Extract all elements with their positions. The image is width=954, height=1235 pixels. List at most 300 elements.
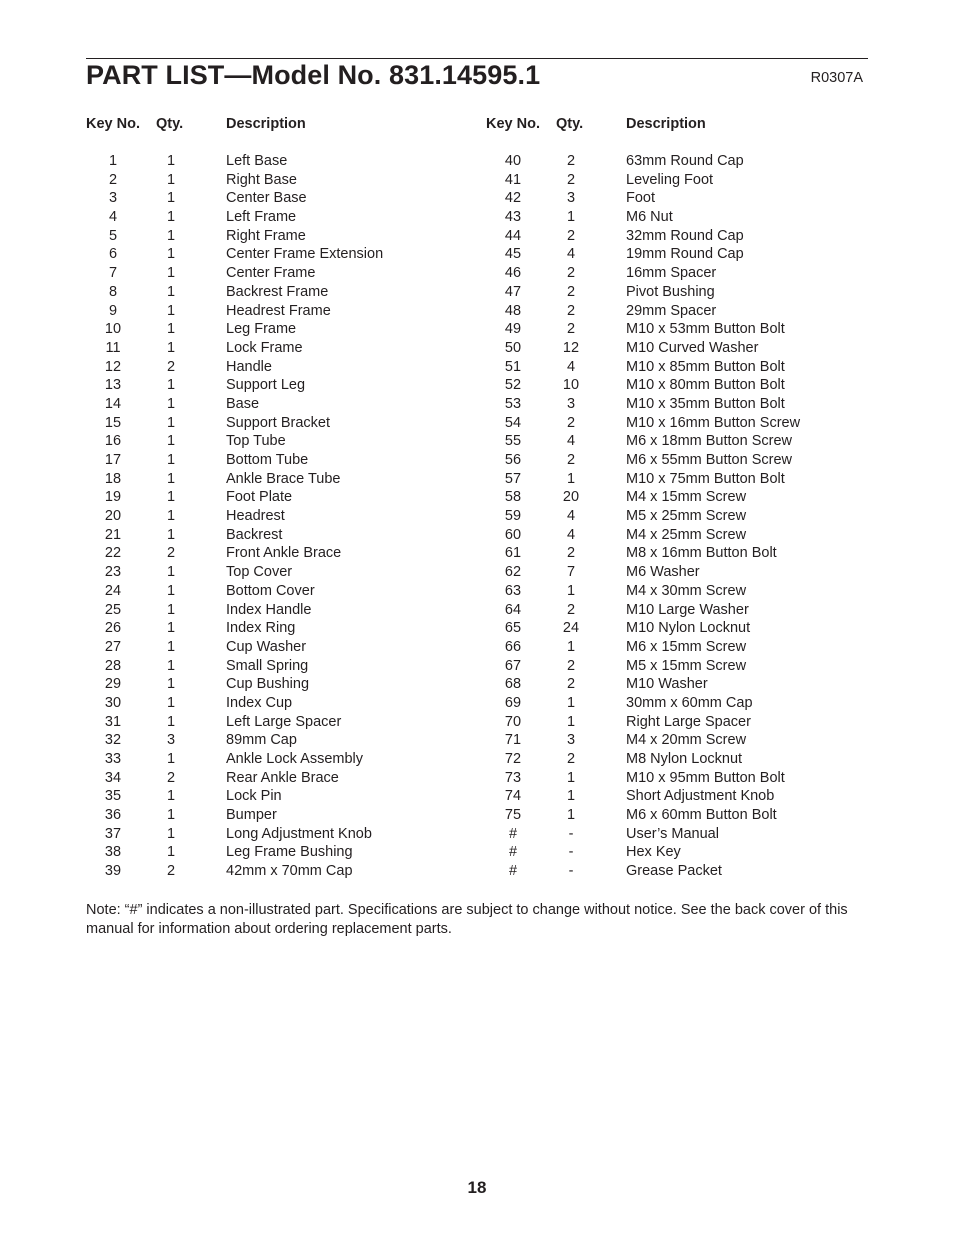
- part-description: Top Tube: [226, 433, 286, 450]
- part-key-no: #: [508, 844, 518, 861]
- table-row: [86, 544, 476, 563]
- part-description: Rear Ankle Brace: [226, 769, 339, 786]
- part-qty: 2: [566, 265, 576, 282]
- part-key-no: 22: [104, 545, 122, 562]
- table-row: [86, 675, 476, 694]
- part-qty: 3: [566, 732, 576, 749]
- part-key-no: 9: [108, 302, 118, 319]
- part-description: M10 x 85mm Button Bolt: [626, 358, 785, 375]
- table-row: [486, 283, 876, 302]
- part-qty: 2: [566, 676, 576, 693]
- part-key-no: 14: [104, 395, 122, 412]
- part-key-no: 2: [108, 171, 118, 188]
- part-qty: 1: [166, 526, 176, 543]
- part-key-no: 4: [108, 209, 118, 226]
- table-row: [486, 488, 876, 507]
- part-key-no: 29: [104, 676, 122, 693]
- part-description: M6 x 15mm Screw: [626, 638, 747, 655]
- table-row: [486, 189, 876, 208]
- part-description: Bumper: [226, 807, 277, 824]
- table-row: [86, 769, 476, 788]
- table-row: [86, 825, 476, 844]
- table-row: [86, 376, 476, 395]
- part-key-no: 37: [104, 825, 122, 842]
- part-description: M4 x 30mm Screw: [626, 582, 747, 599]
- parts-table-left: [86, 116, 476, 881]
- table-row: [86, 171, 476, 190]
- part-description: Front Ankle Brace: [226, 545, 342, 562]
- part-description: M10 Curved Washer: [626, 339, 759, 356]
- part-key-no: 70: [504, 713, 522, 730]
- part-description: M4 x 15mm Screw: [626, 489, 747, 506]
- part-qty: 2: [566, 171, 576, 188]
- top-rule: [86, 58, 868, 59]
- part-description: M5 x 15mm Screw: [626, 657, 747, 674]
- part-qty: 1: [166, 807, 176, 824]
- header-qty: Qty.: [556, 116, 584, 132]
- part-description: M4 x 20mm Screw: [626, 732, 747, 749]
- part-qty: 2: [566, 414, 576, 431]
- part-qty: 4: [566, 526, 576, 543]
- part-key-no: 71: [504, 732, 522, 749]
- part-description: Headrest Frame: [226, 302, 331, 319]
- part-qty: 1: [566, 638, 576, 655]
- table-row: [486, 619, 876, 638]
- part-key-no: 10: [104, 321, 122, 338]
- part-qty: 24: [562, 620, 580, 637]
- part-description: Handle: [226, 358, 272, 375]
- table-row: [86, 152, 476, 171]
- table-row: [486, 657, 876, 676]
- part-qty: 1: [166, 470, 176, 487]
- table-row: [86, 227, 476, 246]
- part-qty: 3: [566, 190, 576, 207]
- part-description: Right Base: [226, 171, 297, 188]
- part-key-no: 73: [504, 769, 522, 786]
- part-qty: -: [568, 844, 574, 861]
- part-qty: 1: [166, 414, 176, 431]
- table-row: [86, 601, 476, 620]
- part-qty: 2: [566, 452, 576, 468]
- footnote: Note: “#” indicates a non-illustrated part. Specifications are subject to change without notice. See the back cover of this manual for information about ordering replacement parts.: [86, 902, 848, 937]
- part-qty: 1: [166, 171, 176, 188]
- part-description: M4 x 25mm Screw: [626, 526, 747, 543]
- part-key-no: 66: [504, 638, 522, 655]
- part-qty: 1: [166, 825, 176, 842]
- part-key-no: 45: [504, 246, 522, 263]
- part-description: M8 Nylon Locknut: [626, 751, 743, 767]
- part-description: Bottom Tube: [226, 452, 309, 468]
- part-description: M10 x 75mm Button Bolt: [626, 470, 785, 487]
- table-row: [486, 638, 876, 657]
- part-key-no: 32: [104, 732, 122, 749]
- part-description: 89mm Cap: [226, 732, 297, 749]
- part-description: M8 x 16mm Button Bolt: [626, 545, 777, 562]
- part-key-no: 74: [504, 788, 522, 805]
- part-description: 16mm Spacer: [626, 265, 717, 282]
- part-key-no: 64: [504, 601, 522, 618]
- table-row: [86, 694, 476, 713]
- part-qty: 1: [166, 153, 176, 169]
- table-row: [486, 731, 876, 750]
- part-qty: 2: [166, 769, 176, 786]
- part-key-no: 12: [104, 358, 122, 375]
- part-qty: 1: [166, 751, 176, 767]
- part-description: Center Base: [226, 190, 307, 207]
- table-row: [486, 544, 876, 563]
- part-qty: 1: [166, 321, 176, 338]
- header-key-no: Key No.: [86, 116, 140, 132]
- part-qty: 4: [566, 433, 576, 450]
- table-row: [86, 526, 476, 545]
- part-description: 30mm x 60mm Cap: [626, 694, 753, 711]
- part-description: M10 x 95mm Button Bolt: [626, 769, 785, 786]
- part-description: User’s Manual: [626, 825, 719, 842]
- table-row: [86, 395, 476, 414]
- part-qty: 1: [566, 788, 576, 805]
- part-key-no: 41: [504, 171, 522, 188]
- part-description: 42mm x 70mm Cap: [226, 863, 353, 880]
- part-qty: 2: [566, 545, 576, 562]
- part-key-no: 15: [104, 414, 122, 431]
- part-key-no: 30: [104, 694, 122, 711]
- table-row: [486, 787, 876, 806]
- part-key-no: 7: [108, 265, 118, 282]
- table-row: [486, 843, 876, 862]
- part-description: Support Leg: [226, 377, 306, 394]
- part-key-no: 38: [104, 844, 122, 861]
- table-row: [486, 582, 876, 601]
- table-row: [86, 302, 476, 321]
- part-description: M10 x 53mm Button Bolt: [626, 321, 785, 338]
- parts-rows-left: [86, 152, 476, 881]
- table-row: [86, 339, 476, 358]
- table-row: [86, 563, 476, 582]
- part-key-no: #: [508, 825, 518, 842]
- header-description: Description: [226, 116, 306, 132]
- part-key-no: 61: [504, 545, 522, 562]
- part-key-no: 20: [104, 508, 122, 525]
- part-key-no: 65: [504, 620, 522, 637]
- header-key-no: Key No.: [486, 116, 540, 132]
- part-description: Cup Washer: [226, 638, 307, 655]
- part-key-no: 43: [504, 209, 522, 226]
- part-key-no: 69: [504, 694, 522, 711]
- part-key-no: 52: [504, 377, 522, 394]
- part-key-no: 44: [504, 227, 522, 244]
- table-row: [86, 264, 476, 283]
- table-row: [86, 451, 476, 470]
- part-description: Backrest: [226, 526, 283, 543]
- part-qty: 2: [566, 227, 576, 244]
- table-row: [486, 376, 876, 395]
- part-qty: 1: [166, 657, 176, 674]
- table-row: [486, 806, 876, 825]
- part-qty: 2: [166, 863, 176, 880]
- table-row: [86, 245, 476, 264]
- part-qty: 1: [166, 377, 176, 394]
- part-key-no: 5: [108, 227, 118, 244]
- part-key-no: 13: [104, 377, 122, 394]
- part-description: Headrest: [226, 508, 285, 525]
- part-qty: 2: [566, 601, 576, 618]
- part-description: Grease Packet: [626, 863, 722, 880]
- table-row: [86, 189, 476, 208]
- page-number: 18: [467, 1178, 487, 1197]
- table-row: [486, 451, 876, 470]
- part-description: Cup Bushing: [226, 676, 310, 693]
- part-description: Lock Frame: [226, 339, 303, 356]
- part-description: Short Adjustment Knob: [626, 788, 775, 805]
- part-key-no: 51: [504, 358, 522, 375]
- table-row: [86, 488, 476, 507]
- part-key-no: 75: [504, 807, 522, 824]
- part-key-no: 68: [504, 676, 522, 693]
- part-description: M6 Washer: [626, 564, 700, 581]
- table-row: [86, 750, 476, 769]
- table-row: [486, 152, 876, 171]
- part-key-no: 67: [504, 657, 522, 674]
- part-description: 29mm Spacer: [626, 302, 717, 319]
- part-qty: 7: [566, 564, 576, 581]
- part-qty: 2: [566, 153, 576, 169]
- table-row: [486, 601, 876, 620]
- part-description: M6 x 60mm Button Bolt: [626, 807, 777, 824]
- part-qty: 12: [562, 339, 580, 356]
- part-qty: 1: [166, 489, 176, 506]
- part-qty: 1: [166, 395, 176, 412]
- part-key-no: 19: [104, 489, 122, 506]
- part-description: Left Base: [226, 153, 288, 169]
- table-row: [486, 264, 876, 283]
- table-row: [86, 208, 476, 227]
- table-row: [86, 787, 476, 806]
- part-description: Top Cover: [226, 564, 293, 581]
- table-row: [86, 713, 476, 732]
- table-header: [486, 116, 876, 136]
- parts-table-right: [486, 116, 876, 881]
- part-description: M6 x 55mm Button Screw: [626, 452, 792, 468]
- table-row: [486, 470, 876, 489]
- part-key-no: 24: [104, 582, 122, 599]
- table-row: [486, 208, 876, 227]
- table-row: [86, 432, 476, 451]
- part-qty: 1: [166, 620, 176, 637]
- table-row: [86, 619, 476, 638]
- part-key-no: 40: [504, 153, 522, 169]
- part-qty: 1: [566, 713, 576, 730]
- part-qty: 4: [566, 358, 576, 375]
- part-key-no: 56: [504, 452, 522, 468]
- part-description: M6 x 18mm Button Screw: [626, 433, 792, 450]
- part-qty: 1: [166, 676, 176, 693]
- part-key-no: 18: [104, 470, 122, 487]
- part-key-no: 25: [104, 601, 122, 618]
- table-row: [86, 843, 476, 862]
- part-key-no: 35: [104, 788, 122, 805]
- part-key-no: 33: [104, 751, 122, 767]
- part-key-no: 63: [504, 582, 522, 599]
- part-key-no: 17: [104, 452, 122, 468]
- part-key-no: #: [508, 863, 518, 880]
- part-qty: 1: [566, 209, 576, 226]
- table-row: [486, 339, 876, 358]
- table-header: [86, 116, 476, 136]
- part-qty: -: [568, 863, 574, 880]
- table-row: [86, 283, 476, 302]
- table-row: [486, 507, 876, 526]
- table-row: [486, 395, 876, 414]
- part-key-no: 58: [504, 489, 522, 506]
- part-description: Left Frame: [226, 209, 297, 226]
- part-key-no: 8: [108, 283, 118, 300]
- table-row: [86, 582, 476, 601]
- part-qty: 1: [566, 470, 576, 487]
- part-key-no: 50: [504, 339, 522, 356]
- table-row: [486, 563, 876, 582]
- table-row: [486, 414, 876, 433]
- part-key-no: 34: [104, 769, 122, 786]
- part-description: Base: [226, 395, 260, 412]
- table-row: [86, 638, 476, 657]
- part-qty: 2: [566, 321, 576, 338]
- part-key-no: 49: [504, 321, 522, 338]
- part-qty: 4: [566, 508, 576, 525]
- part-description: Support Bracket: [226, 414, 330, 431]
- part-qty: 1: [166, 694, 176, 711]
- part-description: Leveling Foot: [626, 171, 714, 188]
- part-description: Foot: [626, 190, 656, 207]
- table-row: [486, 358, 876, 377]
- part-key-no: 42: [504, 190, 522, 207]
- header-description: Description: [626, 116, 706, 132]
- part-qty: 1: [166, 190, 176, 207]
- part-key-no: 26: [104, 620, 122, 637]
- page-title: PART LIST—Model No. 831.14595.1: [86, 60, 541, 90]
- part-qty: 2: [566, 302, 576, 319]
- part-description: Ankle Lock Assembly: [226, 751, 364, 767]
- part-qty: 4: [566, 246, 576, 263]
- part-description: Center Frame: [226, 265, 316, 282]
- part-qty: 20: [562, 489, 580, 506]
- part-description: Right Large Spacer: [626, 713, 751, 730]
- table-row: [86, 507, 476, 526]
- part-description: Index Ring: [226, 620, 296, 637]
- part-description: Long Adjustment Knob: [226, 825, 372, 842]
- part-key-no: 1: [108, 153, 118, 169]
- table-row: [486, 694, 876, 713]
- part-qty: 10: [562, 377, 580, 394]
- part-description: Left Large Spacer: [226, 713, 342, 730]
- part-key-no: 59: [504, 508, 522, 525]
- part-key-no: 54: [504, 414, 522, 431]
- part-qty: 3: [166, 732, 176, 749]
- part-qty: 1: [166, 227, 176, 244]
- part-description: 63mm Round Cap: [626, 153, 744, 169]
- part-key-no: 60: [504, 526, 522, 543]
- part-qty: 1: [166, 246, 176, 263]
- table-row: [486, 750, 876, 769]
- part-description: Leg Frame Bushing: [226, 844, 353, 861]
- part-key-no: 57: [504, 470, 522, 487]
- table-row: [86, 470, 476, 489]
- part-qty: 1: [166, 339, 176, 356]
- part-qty: 1: [166, 564, 176, 581]
- part-description: M10 Washer: [626, 676, 708, 693]
- part-description: Bottom Cover: [226, 582, 315, 599]
- part-qty: 1: [166, 283, 176, 300]
- table-row: [86, 358, 476, 377]
- part-qty: 1: [166, 844, 176, 861]
- part-qty: 1: [566, 694, 576, 711]
- part-key-no: 55: [504, 433, 522, 450]
- document-code: R0307A: [810, 70, 863, 86]
- table-row: [486, 769, 876, 788]
- table-row: [486, 825, 876, 844]
- parts-rows-right: [486, 152, 876, 881]
- table-row: [86, 806, 476, 825]
- part-description: M10 x 35mm Button Bolt: [626, 395, 785, 412]
- part-key-no: 11: [105, 339, 121, 356]
- table-row: [486, 675, 876, 694]
- part-qty: 1: [166, 601, 176, 618]
- part-description: Foot Plate: [226, 489, 293, 506]
- part-qty: 3: [566, 395, 576, 412]
- part-key-no: 31: [104, 713, 122, 730]
- table-row: [86, 657, 476, 676]
- part-key-no: 3: [108, 190, 118, 207]
- part-key-no: 53: [504, 395, 522, 412]
- part-qty: 1: [166, 433, 176, 450]
- part-description: 19mm Round Cap: [626, 246, 744, 263]
- part-description: 32mm Round Cap: [626, 227, 744, 244]
- part-qty: 1: [166, 452, 176, 468]
- part-key-no: 48: [504, 302, 522, 319]
- part-qty: 2: [166, 358, 176, 375]
- part-description: Index Cup: [226, 694, 293, 711]
- part-qty: 1: [566, 769, 576, 786]
- part-key-no: 46: [504, 265, 522, 282]
- part-qty: 1: [166, 265, 176, 282]
- header-qty: Qty.: [156, 116, 184, 132]
- part-key-no: 27: [104, 638, 122, 655]
- part-qty: 1: [166, 638, 176, 655]
- part-description: Right Frame: [226, 227, 306, 244]
- part-description: M10 x 16mm Button Screw: [626, 414, 801, 431]
- part-qty: -: [568, 825, 574, 842]
- part-qty: 1: [566, 582, 576, 599]
- part-qty: 1: [166, 788, 176, 805]
- part-qty: 2: [566, 283, 576, 300]
- part-qty: 1: [166, 713, 176, 730]
- part-key-no: 62: [504, 564, 522, 581]
- table-row: [86, 862, 476, 881]
- part-description: Small Spring: [226, 657, 309, 674]
- part-description: Pivot Bushing: [626, 283, 715, 300]
- part-description: Hex Key: [626, 844, 681, 861]
- table-row: [486, 862, 876, 881]
- part-qty: 2: [566, 751, 576, 767]
- table-row: [86, 731, 476, 750]
- part-description: Index Handle: [226, 601, 312, 618]
- table-row: [486, 713, 876, 732]
- part-description: M6 Nut: [626, 209, 673, 226]
- part-qty: 1: [166, 302, 176, 319]
- part-key-no: 21: [104, 526, 122, 543]
- part-qty: 1: [166, 508, 176, 525]
- part-qty: 1: [566, 807, 576, 824]
- table-row: [86, 414, 476, 433]
